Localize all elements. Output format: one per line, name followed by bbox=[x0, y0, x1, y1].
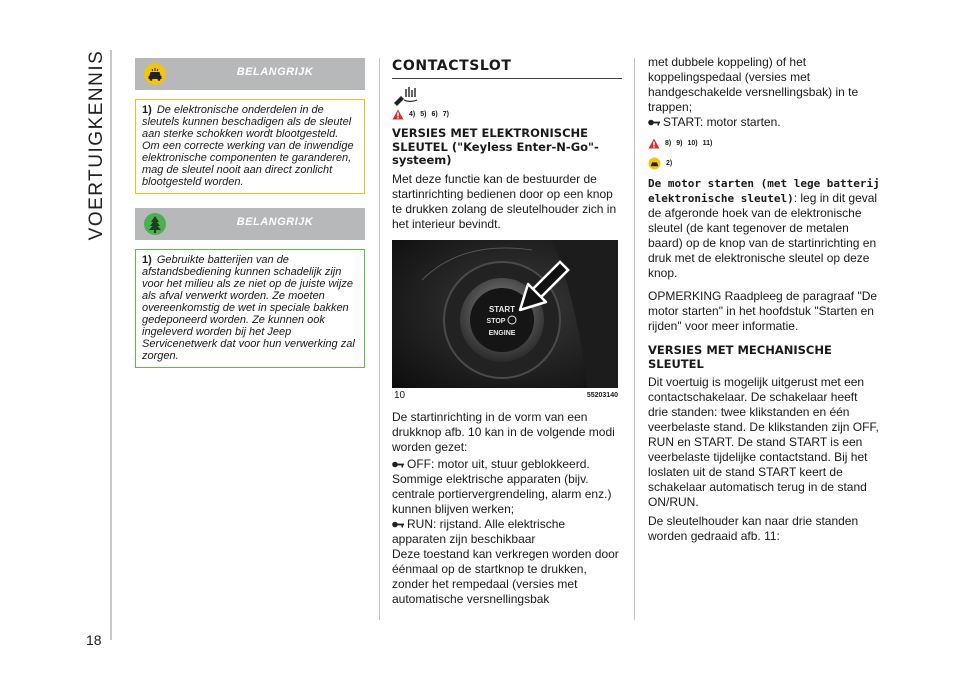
start-item bbox=[648, 115, 880, 130]
ref-item: 6) bbox=[431, 110, 438, 118]
start-button-photo bbox=[392, 240, 618, 388]
environment-header bbox=[135, 208, 365, 240]
page-number: 18 bbox=[86, 632, 102, 648]
figure-code: 55203140 bbox=[586, 391, 618, 399]
side-divider bbox=[110, 50, 112, 640]
start-item-text: START: motor starten. bbox=[663, 115, 781, 129]
ref-item: 2) bbox=[666, 159, 673, 167]
button-label-line: ENGINE bbox=[488, 329, 516, 337]
warning-note-text: De elektronische onderdelen in de sleutels kunnen beschadigen als de sleutel aan sterke schokken wordt blootgesteld. Om een correcte werking van de inwendige elektronische componenten te garanderen, mag de sleutel nooit aan direct zonlicht blootgesteld worden. bbox=[142, 104, 354, 188]
low-battery-text: : leg in dit geval de afgeronde hoek van de elektronische sleutel (de kant tegenover de metalen baard) op de knop van de startinrichting en druk met de elektronische sleutel op deze knop. bbox=[648, 191, 878, 280]
ignition-column bbox=[392, 58, 622, 607]
chapter-title-text: VOERTUIGKENNIS bbox=[86, 49, 107, 241]
warning-note bbox=[135, 99, 365, 194]
continuation-column bbox=[648, 55, 880, 544]
low-battery-title: De motor starten (met lege batterij elektronische sleutel) bbox=[648, 177, 880, 205]
remark-paragraph: OPMERKING Raadpleeg de paragraaf "De motor starten" in het hoofdstuk "Starten en rijden" voor meer informatie. bbox=[648, 289, 878, 333]
low-battery-paragraph bbox=[648, 176, 880, 281]
off-item bbox=[392, 457, 622, 517]
mechanical-paragraph-1: Dit voertuig is mogelijk uitgerust met een contactschakelaar. De schakelaar heeft drie standen: twee klikstanden en één veerbelaste stand. De klikstanden zijn OFF, RUN en START. De stand START is een veerbelaste tijdelijke contactstand. Bij het loslaten uit de stand START keert de schakelaar automatisch terug in de stand ON/RUN. bbox=[648, 375, 879, 509]
run-continuation: Deze toestand kan verkregen worden door éénmaal op de startknop te drukken, zonder het rempedaal (versies met automatische versnellingsbak bbox=[392, 546, 619, 606]
warning-header bbox=[135, 58, 365, 90]
key-icon bbox=[392, 460, 404, 469]
mechanical-key-heading: VERSIES MET MECHANISCHE SLEUTEL bbox=[648, 343, 832, 371]
keyless-symbol bbox=[392, 85, 622, 107]
warning-note-number: 1) bbox=[142, 104, 152, 116]
ref-item: 4) bbox=[409, 110, 416, 118]
start-button-illustration bbox=[392, 240, 618, 388]
reference-row-warnings bbox=[648, 136, 880, 150]
reference-row-important bbox=[648, 156, 880, 170]
button-label-line: STOP bbox=[486, 317, 506, 325]
chapter-title bbox=[82, 50, 112, 240]
figure-caption bbox=[392, 390, 622, 404]
mechanical-paragraph-2: De sleutelhouder kan naar drie standen worden gedraaid afb. 11: bbox=[648, 514, 859, 543]
intro-paragraph: Met deze functie kan de bestuurder de startinrichting bedienen door op een knop te drukken zolang de sleutelhouder zich in het interieur bevindt. bbox=[392, 171, 617, 231]
run-item-text: RUN: rijstand. Alle elektrische apparaten zijn beschikbaar bbox=[392, 516, 566, 546]
run-item bbox=[392, 517, 622, 547]
warning-triangle-icon bbox=[648, 138, 660, 149]
environment-note-text: Gebruikte batterijen van de afstandsbediening kunnen schadelijk zijn voor het milieu als ze niet op de juiste wijze als afval verwerkt worden. Ze moeten overeenkomstig de wet in speciale bakken gedeponeerd worden. Ze kunnen ook ingeleverd worden bij het Jeep Servicenetwerk dat voor hun verwerking zal zorgen. bbox=[142, 254, 355, 362]
notes-column bbox=[135, 58, 365, 368]
keyless-fob-icon bbox=[392, 85, 420, 107]
ref-item: 11) bbox=[702, 139, 713, 147]
button-label-line: START bbox=[488, 304, 516, 314]
after-figure-paragraph: De startinrichting in de vorm van een drukknop afb. 10 kan in de volgende modi worden gezet: bbox=[392, 409, 615, 454]
section-title: CONTACTSLOT bbox=[392, 58, 622, 79]
column-divider-left bbox=[379, 58, 380, 620]
ref-item: 8) bbox=[665, 139, 672, 147]
subheading: VERSIES MET ELEKTRONISCHE SLEUTEL ("Keyless Enter-N-Go"-systeem) bbox=[392, 126, 599, 167]
figure-number: 10 bbox=[394, 389, 406, 401]
ref-item: 9) bbox=[676, 139, 683, 147]
environment-header-title: BELANGRIJK bbox=[236, 216, 314, 228]
environment-note-number: 1) bbox=[142, 254, 152, 266]
continuation-paragraph: met dubbele koppeling) of het koppelingspedaal (versies met handgeschakelde versnellingsbak) in te trappen; bbox=[648, 55, 859, 114]
off-item-text: OFF: motor uit, stuur geblokkeerd. Sommige elektrische apparaten (bijv. centrale portiervergrendeling, alarm enz.) kunnen blijven werken; bbox=[392, 456, 612, 516]
warning-triangle-icon bbox=[392, 109, 404, 120]
ref-item: 5) bbox=[420, 110, 427, 118]
environment-note bbox=[135, 249, 365, 368]
car-warning-icon bbox=[648, 157, 661, 170]
ref-item: 7) bbox=[442, 110, 449, 118]
column-divider-right bbox=[634, 58, 635, 620]
key-icon bbox=[392, 520, 404, 529]
reference-row bbox=[392, 107, 622, 121]
warning-header-title: BELANGRIJK bbox=[236, 66, 314, 78]
ref-item: 10) bbox=[687, 139, 698, 147]
key-icon bbox=[648, 118, 660, 127]
